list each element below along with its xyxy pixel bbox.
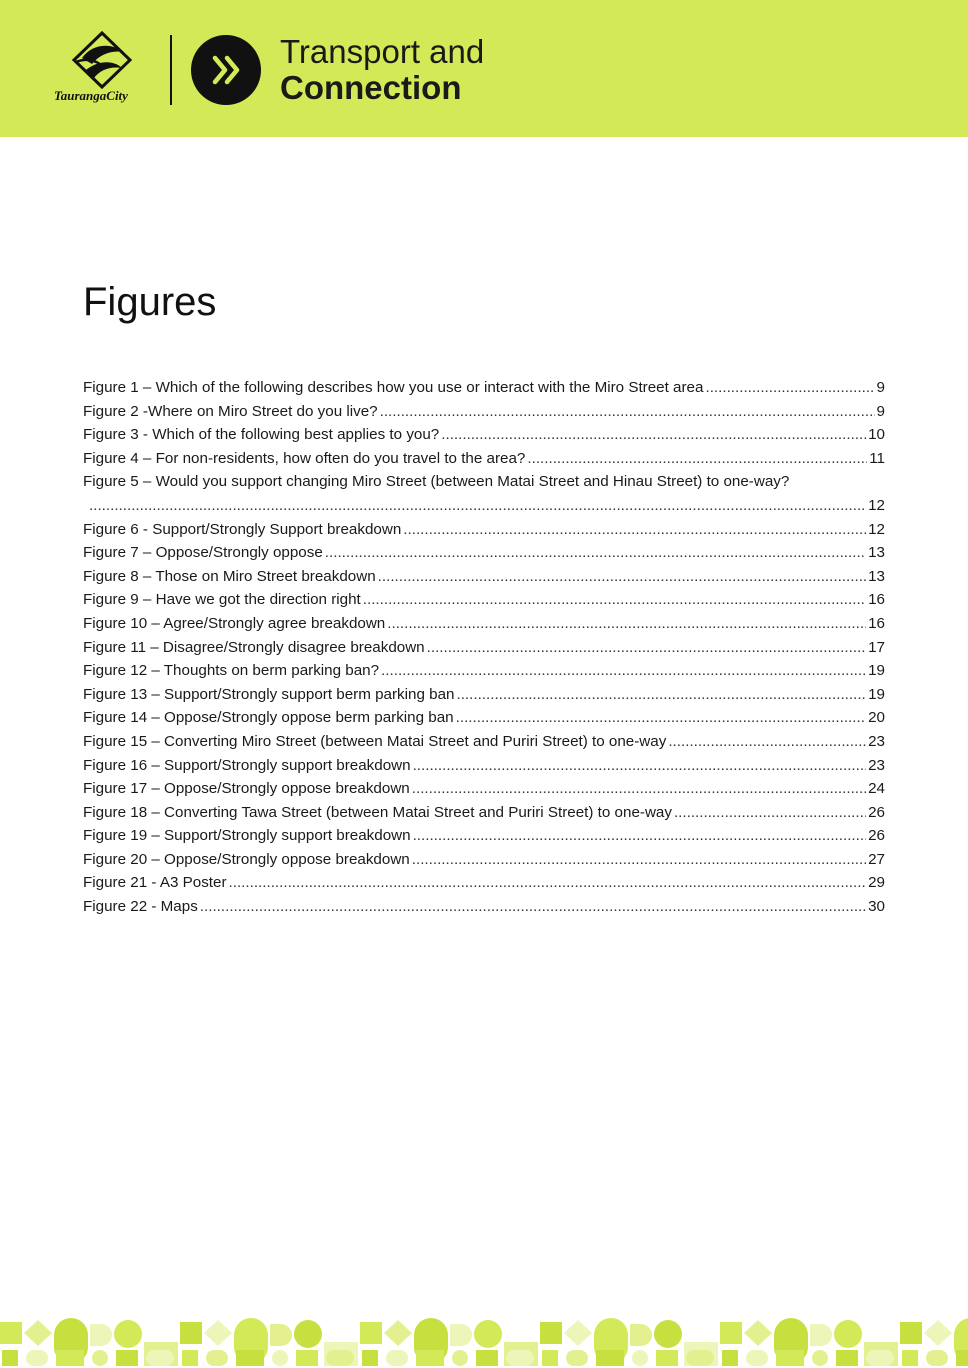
footer-pattern-shape [180,1322,202,1344]
footer-pattern-shape [744,1320,772,1346]
tauranga-city-logo [52,30,152,110]
footer-pattern-shape [722,1350,738,1366]
footer-pattern-shape [296,1350,318,1366]
toc-entry-title: Figure 6 - Support/Strongly Support breakdown [83,520,402,538]
toc-entry-title: Figure 13 – Support/Strongly support berm parking ban [83,685,455,703]
toc-entry-page: 23 [868,732,885,750]
toc-entry[interactable] [83,400,885,424]
toc-entry[interactable] [83,801,885,825]
footer-pattern-shape [204,1320,232,1346]
toc-entry-page: 24 [868,780,885,798]
toc-leader-dots [413,824,867,848]
footer-pattern-shape [362,1350,378,1366]
footer-pattern-shape [416,1350,444,1366]
footer-pattern-shape [902,1350,918,1366]
toc-entry-page: 16 [868,614,885,632]
brand-title [280,34,484,106]
footer-pattern-shape [2,1350,18,1366]
footer-pattern-shape [146,1350,174,1366]
toc-leader-dots [200,895,866,919]
toc-entry[interactable] [83,518,885,542]
header-banner [0,0,968,137]
footer-pattern-shape [746,1350,768,1366]
toc-leader-dots [668,730,866,754]
toc-entry-title: Figure 1 – Which of the following describes how you use or interact with the Miro Street area [83,379,704,396]
footer-pattern-shape [90,1324,112,1346]
toc-entry-page: 9 [876,402,885,420]
toc-entry-page: 30 [868,898,885,916]
footer-pattern-shape [206,1350,228,1366]
toc-leader-dots [413,754,867,778]
toc-entry-title: Figure 16 – Support/Strongly support breakdown [83,756,411,774]
toc-entry-title: Figure 12 – Thoughts on berm parking ban? [83,662,380,680]
footer-pattern-shape [542,1350,558,1366]
toc-entry-title: Figure 8 – Those on Miro Street breakdown [83,567,376,585]
toc-entry[interactable] [83,895,885,919]
toc-entry-title: Figure 3 - Which of the following best applies to you? [83,426,440,444]
toc-leader-dots [89,494,866,518]
page-title: Figures [83,280,217,324]
toc-entry[interactable] [83,848,885,872]
toc-entry-page: 16 [868,591,885,609]
toc-entry-page: 13 [868,544,885,562]
footer-pattern-shape [836,1350,858,1366]
toc-entry-title: Figure 5 – Would you support changing Miro Street (between Matai Street and Hinau Street) to one-way? [83,473,790,491]
toc-entry[interactable] [83,824,885,848]
footer-pattern-shape [506,1350,534,1366]
toc-leader-dots [378,565,866,589]
footer-pattern-shape [24,1320,52,1346]
footer-pattern-shape [452,1350,468,1366]
footer-pattern-shape [924,1320,952,1346]
toc-entry-page: 27 [868,850,885,868]
double-chevron-right-icon [191,35,261,105]
toc-entry-title: Figure 9 – Have we got the direction right [83,591,361,609]
toc-entry[interactable] [83,754,885,778]
footer-pattern-shape [272,1350,288,1366]
toc-entry[interactable] [83,612,885,636]
toc-entry[interactable] [83,588,885,612]
footer-pattern-shape [450,1324,472,1346]
toc-entry-page: 26 [868,803,885,821]
footer-pattern-shape [720,1322,742,1344]
toc-leader-dots [456,706,866,730]
toc-entry-title: Figure 17 – Oppose/Strongly oppose breakdown [83,780,410,798]
footer-pattern-shape [812,1350,828,1366]
toc-entry-title: Figure 7 – Oppose/Strongly oppose [83,544,323,562]
toc-entry-title: Figure 22 - Maps [83,898,198,916]
brand-title-line1: Transport and [280,33,485,70]
toc-entry[interactable] [83,706,885,730]
toc-leader-dots [403,518,866,542]
footer-pattern-shape [596,1350,624,1366]
footer-pattern-shape [654,1320,682,1348]
toc-entry-title: Figure 18 – Converting Tawa Street (between Matai Street and Puriri Street) to one-way [83,803,672,821]
footer-pattern-shape [630,1324,652,1346]
toc-leader-dots [412,777,866,801]
footer-pattern-shape [384,1320,412,1346]
footer-pattern-shape [326,1350,354,1366]
toc-entry-page: 23 [868,756,885,774]
footer-pattern-shape [476,1350,498,1366]
table-of-figures [83,376,885,919]
toc-leader-dots [527,447,867,471]
toc-leader-dots [380,400,875,424]
toc-leader-dots [441,423,866,447]
header-divider [170,35,172,105]
footer-pattern-shape [92,1350,108,1366]
footer-pattern-shape [866,1350,894,1366]
toc-entry[interactable] [83,447,885,471]
footer-pattern-shape [632,1350,648,1366]
footer-pattern-shape [810,1324,832,1346]
toc-entry-title: Figure 14 – Oppose/Strongly oppose berm parking ban [83,709,454,727]
footer-pattern-shape [926,1350,948,1366]
toc-entry-page: 29 [868,874,885,892]
toc-entry-page: 19 [868,685,885,703]
toc-entry-title: Figure 10 – Agree/Strongly agree breakdown [83,614,386,632]
toc-entry-title: Figure 4 – For non-residents, how often do you travel to the area? [83,449,526,467]
footer-pattern-shape [776,1350,804,1366]
toc-leader-dots [363,588,866,612]
footer-pattern-shape [900,1322,922,1344]
footer-pattern-shape [656,1350,678,1366]
toc-entry[interactable] [83,541,885,565]
toc-entry-continuation[interactable] [83,494,885,518]
footer-pattern-shape [956,1350,968,1366]
footer-pattern-shape [26,1350,48,1366]
toc-entry[interactable] [83,871,885,895]
toc-entry-page: 12 [868,496,885,514]
tauranga-logo-icon [52,30,152,90]
footer-pattern-shape [564,1320,592,1346]
toc-leader-dots [387,612,866,636]
toc-entry-title: Figure 19 – Support/Strongly support breakdown [83,827,411,845]
toc-leader-dots [412,848,866,872]
toc-entry-title: Figure 11 – Disagree/Strongly disagree breakdown [83,638,425,656]
toc-leader-dots [427,636,866,660]
footer-pattern-shape [182,1350,198,1366]
toc-entry[interactable] [83,730,885,754]
footer-pattern-shape [566,1350,588,1366]
toc-entry-title: Figure 20 – Oppose/Strongly oppose breakdown [83,850,410,868]
footer-pattern-shape [236,1350,264,1366]
toc-entry[interactable] [83,683,885,707]
org-name: TaurangaCity [54,88,128,103]
toc-entry-title: Figure 21 - A3 Poster [83,874,227,892]
toc-leader-dots [674,801,866,825]
toc-entry-page: 17 [868,638,885,656]
toc-leader-dots [705,376,874,400]
toc-entry[interactable] [83,470,885,494]
toc-entry[interactable] [83,565,885,589]
toc-entry-page: 11 [869,449,885,467]
footer-pattern-shape [540,1322,562,1344]
toc-entry-title: Figure 15 – Converting Miro Street (between Matai Street and Puriri Street) to one-way [83,732,667,750]
footer-pattern-shape [56,1350,84,1366]
toc-entry[interactable] [83,376,885,400]
toc-entry[interactable] [83,777,885,801]
toc-entry-page: 26 [868,827,885,845]
toc-entry-page: 13 [868,567,885,585]
footer-pattern-shape [386,1350,408,1366]
footer-pattern-shape [270,1324,292,1346]
toc-entry-page: 9 [876,379,885,396]
footer-pattern-shape [474,1320,502,1348]
toc-entry-page: 20 [868,709,885,727]
toc-leader-dots [456,683,866,707]
toc-entry[interactable] [83,659,885,683]
brand-title-line2: Connection [280,69,462,106]
toc-entry-title: Figure 2 -Where on Miro Street do you live? [83,402,378,420]
footer-pattern-shape [114,1320,142,1348]
toc-leader-dots [229,871,867,895]
footer-pattern-shape [834,1320,862,1348]
toc-entry-page: 10 [868,426,885,444]
footer-pattern-shape [360,1322,382,1344]
footer-pattern-shape [686,1350,714,1366]
toc-entry-page: 19 [868,662,885,680]
footer-pattern-shape [0,1322,22,1344]
toc-leader-dots [381,659,866,683]
toc-entry-page: 12 [868,520,885,538]
footer-pattern-shape [294,1320,322,1348]
footer-pattern-shape [116,1350,138,1366]
toc-leader-dots [325,541,866,565]
footer-decorative-pattern [0,1316,968,1368]
toc-entry[interactable] [83,636,885,660]
toc-entry[interactable] [83,423,885,447]
